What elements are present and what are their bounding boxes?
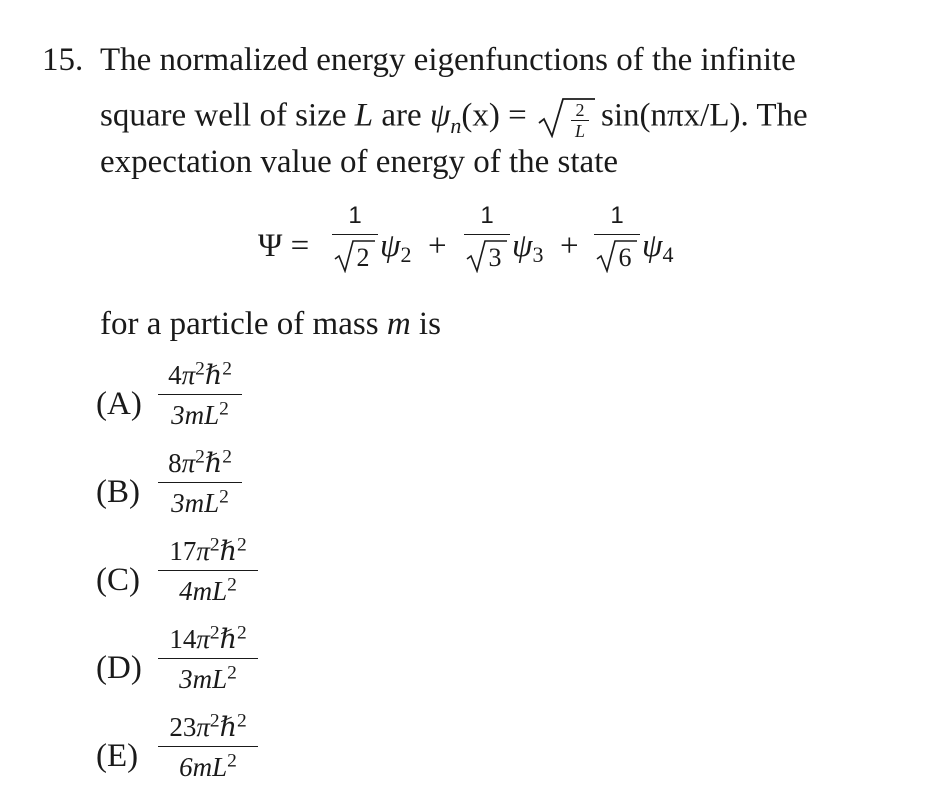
psi-argument: (x) <box>461 97 500 134</box>
psi-symbol: ψ <box>429 97 451 134</box>
fraction-1-denominator: 2 <box>332 235 378 271</box>
question-line-4: for a particle of mass m is <box>100 306 441 342</box>
equation-lhs: Ψ = <box>258 228 310 264</box>
plus-sign-2: + <box>560 228 579 264</box>
choice-b-label: (B) <box>96 474 140 510</box>
line2-suffix: sin(nπx/L). The <box>601 97 808 134</box>
sqrt-numerator: 2 <box>571 101 589 121</box>
sqrt-denominator: L <box>575 121 586 141</box>
fraction-1-over-sqrt6 <box>594 204 640 271</box>
choice-a-fraction: $4\pi^2\hbar^2$ $3mL^2$ <box>158 362 242 429</box>
fraction-2-numerator: 1 <box>480 202 494 229</box>
fraction-1-numerator: 1 <box>348 202 362 229</box>
var-m: m <box>386 306 411 342</box>
equals-sign: = <box>499 97 536 134</box>
fraction-1-over-sqrt2 <box>332 204 378 271</box>
psi-2-term: ψ2 <box>380 228 412 267</box>
var-L: L <box>354 97 374 134</box>
line2-prefix: square well of size <box>100 97 355 134</box>
psi-subscript-n: n <box>450 113 462 139</box>
plus-sign-1: + <box>428 228 447 264</box>
choice-e-label: (E) <box>96 738 139 774</box>
choice-d-label: (D) <box>96 650 142 686</box>
fraction-1-over-sqrt3 <box>464 204 510 271</box>
question-line-3: expectation value of energy of the state <box>100 144 619 180</box>
choice-d-fraction: $14\pi^2\hbar^2$ $3mL^2$ <box>158 626 258 693</box>
fraction-2-denominator: 3 <box>464 235 510 271</box>
psi-4-term: ψ4 <box>642 228 674 267</box>
choice-c-label: (C) <box>96 562 140 598</box>
choice-a-label: (A) <box>96 386 142 422</box>
psi-3-term: ψ3 <box>512 228 544 267</box>
choice-c-fraction: $17\pi^2\hbar^2$ $4mL^2$ <box>158 538 258 605</box>
choice-e-fraction: $23\pi^2\hbar^2$ $6mL^2$ <box>158 714 258 781</box>
sqrt-2-over-L <box>537 98 597 141</box>
choice-b-fraction: $8\pi^2\hbar^2$ $3mL^2$ <box>158 450 242 517</box>
question-line-2 <box>100 97 808 141</box>
sqrt-fraction <box>571 101 589 140</box>
fraction-3-denominator: 6 <box>594 235 640 271</box>
fraction-3-numerator: 1 <box>610 202 624 229</box>
question-number: 15. <box>42 42 84 78</box>
line2-are: are <box>373 97 430 134</box>
question-line-1: The normalized energy eigenfunctions of the infinite <box>100 42 796 78</box>
